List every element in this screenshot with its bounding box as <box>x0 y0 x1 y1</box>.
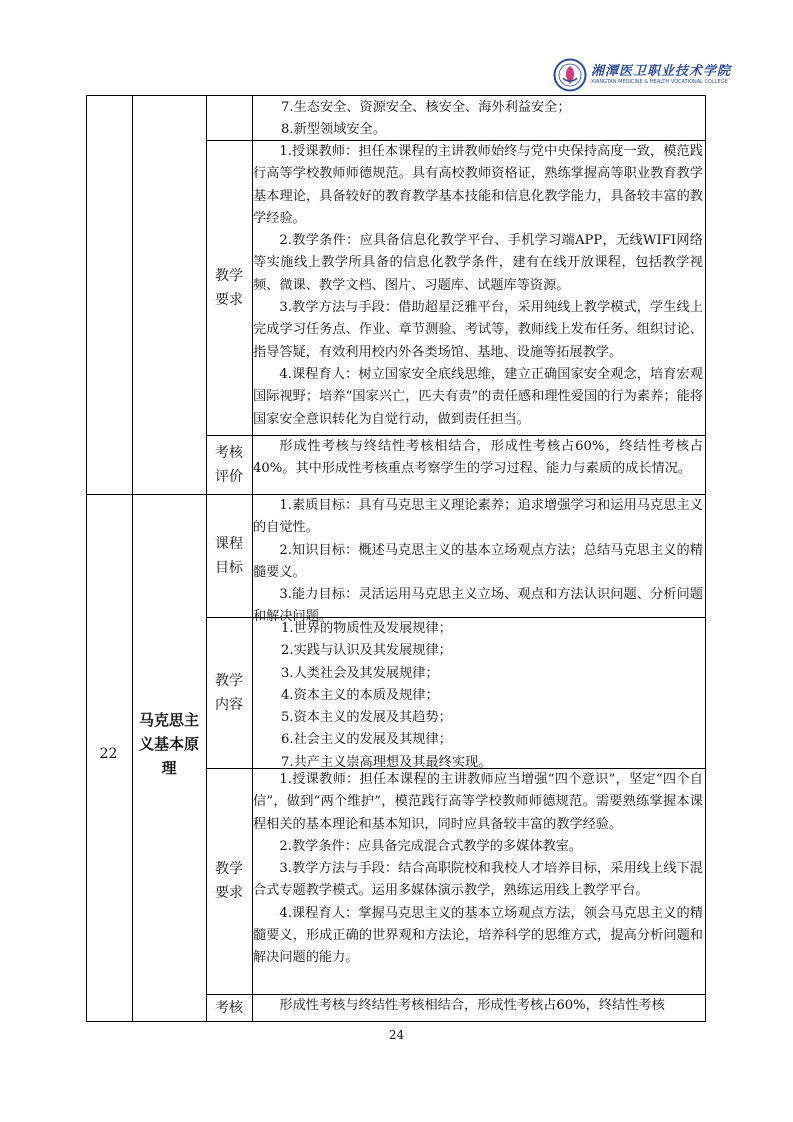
requirement-item: 3.教学方法与手段：结合高职院校和我校人才培养目标，采用线上线下混合式专题教学模式。运用多媒体演示教学，熟练运用线上教学平台。 <box>253 861 703 899</box>
prev-eval-label: 考核 评价 <box>215 444 243 485</box>
college-logo <box>553 58 732 92</box>
requirement-item: 4.课程育人：掌握马克思主义的基本立场观点方法，领会马克思主义的精髓要义，形成正确的世界观和方法论，培养科学的思维方式，提高分析问题和解决问题的能力。 <box>253 905 703 966</box>
requirement-item: 1.授课教师：担任本课程的主讲教师始终与党中央保持高度一致，模范践行高等学校教师师德规范。具有高校教师资格证，熟练掌握高等职业教育教学基本理论，具备较好的教育教学基本技能和信息化教学能力，具备较丰富的教学经验。 <box>253 144 703 226</box>
requirement-item: 3.教学方法与手段：借助超星泛雅平台，采用纯线上教学模式，学生线上完成学习任务点、作业、章节测验、考试等，教师线上发布任务、组织讨论、指导答疑，有效利用校内外各类场馆、基地、设施等拓展教学。 <box>253 300 703 360</box>
curriculum-table <box>86 95 706 1022</box>
page-number: 24 <box>388 1028 405 1042</box>
content-item: 1.世界的物质性及发展规律； <box>281 621 452 636</box>
requirement-item: 2.教学条件：应具备信息化教学平台、手机学习端APP，无线WIFI网络等实施线上教学所具备的信息化教学条件，建有在线开放课程，包括教学视频、微课、教学文档、图片、习题库、试题库等资源。 <box>253 233 703 293</box>
course-requirements <box>253 769 703 970</box>
college-name: 湘潭医卫职业技术学院 <box>591 64 732 79</box>
course-goals <box>253 495 703 629</box>
prev-evaluation: 形成性考核与终结性考核相结合，形成性考核占60%，终结性考核占40%。其中形成性考核重点考察学生的学习过程、能力与素质的成长情况。 <box>253 439 703 477</box>
goal-item: 2.知识目标：概述马克思主义的基本立场观点方法；总结马克思主义的精髓要义。 <box>253 542 703 580</box>
prev-content-tail <box>253 97 703 142</box>
course-contents <box>253 618 703 774</box>
content-item: 7.生态安全、资源安全、核安全、海外利益安全； <box>281 100 571 115</box>
eval-label: 考核 <box>215 999 243 1016</box>
goal-item: 1.素质目标：具有马克思主义理论素养；追求增强学习和运用马克思主义的自觉性。 <box>253 498 703 536</box>
prev-req-label: 教学 要求 <box>215 267 243 308</box>
goal-item: 3.能力目标：灵活运用马克思主义立场、观点和方法认识问题、分析问题和解决问题。 <box>253 587 703 625</box>
requirement-item: 1.授课教师：担任本课程的主讲教师应当增强“四个意识”，坚定“四个自信”，做到“两个维护”，模范践行高等学校教师师德规范。需要熟练掌握本课程相关的基本理论和基本知识，同时应具备较丰富的教学经验。 <box>253 772 703 832</box>
content-item: 6.社会主义的发展及其规律； <box>281 732 452 748</box>
course-name: 马克思主 义基本原 理 <box>138 711 199 777</box>
goal-label: 课程 目标 <box>215 535 243 576</box>
req-label: 教学 要求 <box>215 861 243 901</box>
course-number: 22 <box>99 746 118 762</box>
course-evaluation: 形成性考核与终结性考核相结合，形成性考核占60%，终结性考核 <box>279 998 665 1013</box>
content-item: 2.实践与认识及其发展规律； <box>281 643 452 659</box>
content-item: 5.资本主义的发展及其趋势； <box>281 710 452 726</box>
college-seal-icon <box>553 58 587 92</box>
college-name-en: XIANGTAN MEDICINE & HEALTH VOCATIONAL COLLEGE <box>591 79 728 85</box>
content-item: 3.人类社会及其发展规律； <box>281 665 439 681</box>
content-item: 7.共产主义崇高理想及其最终实现。 <box>281 754 492 770</box>
requirement-item: 4.课程育人：树立国家安全底线思维，建立正确国家安全观念，培育宏观国际视野；培养“国家兴亡，匹夫有责”的责任感和理性爱国的行为素养；能将国家安全意识转化为自觉行动，做到责任担当。 <box>253 366 703 427</box>
content-item: 8.新型领域安全。 <box>281 122 386 138</box>
prev-requirements <box>253 141 703 431</box>
requirement-item: 2.教学条件：应具备完成混合式教学的多媒体教室。 <box>279 838 583 854</box>
content-label: 教学 内容 <box>215 672 243 713</box>
content-item: 4.资本主义的本质及规律； <box>281 687 439 703</box>
